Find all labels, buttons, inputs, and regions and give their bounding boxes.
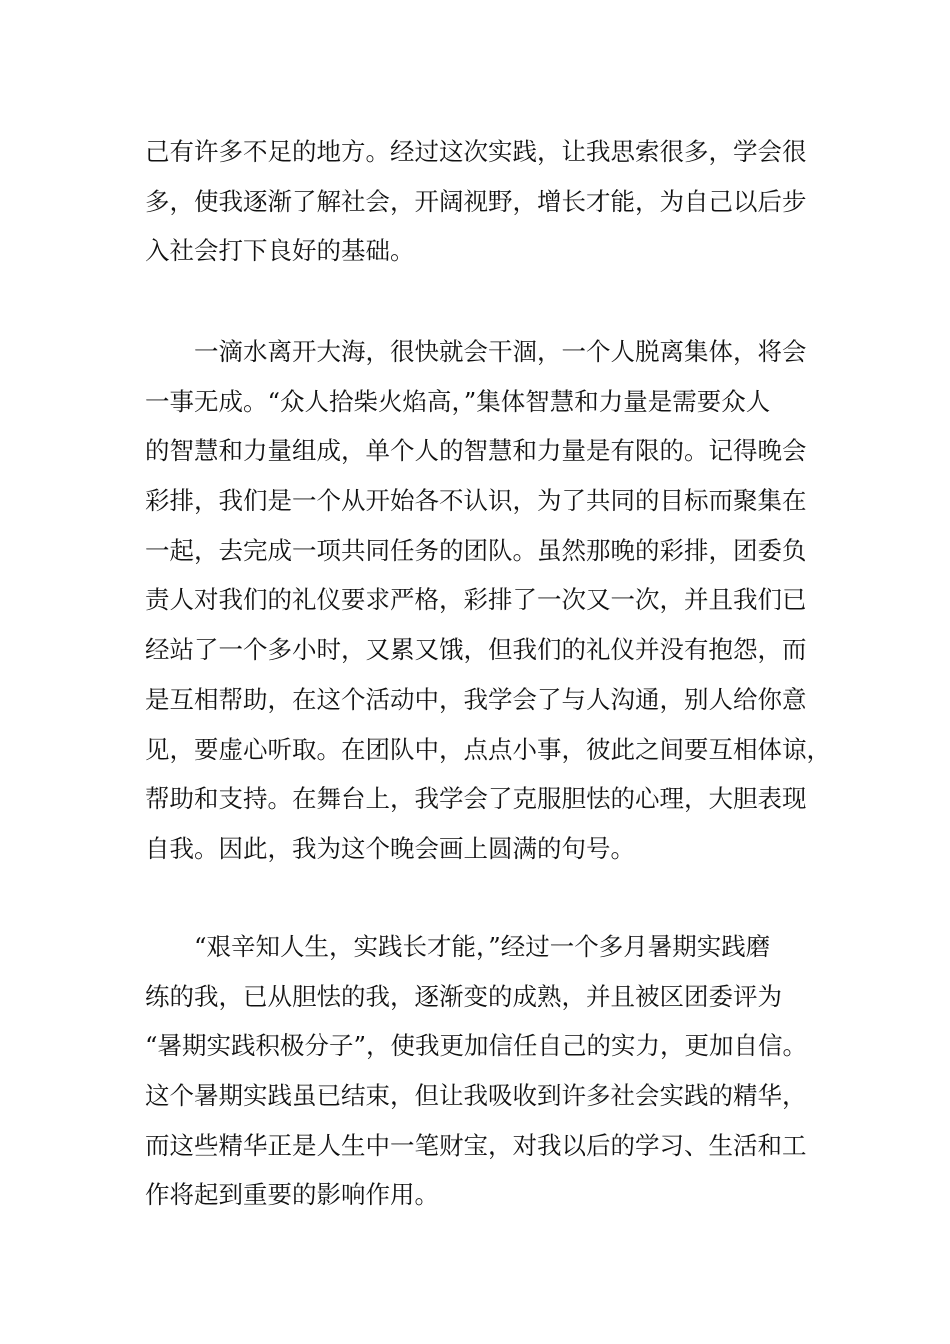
paragraph-line: 作将起到重要的影响作用。 — [145, 1180, 439, 1210]
paragraph-line: 的智慧和力量组成，单个人的智慧和力量是有限的。记得晚会 — [145, 436, 807, 466]
paragraph-line: 是互相帮助，在这个活动中，我学会了与人沟通，别人给你意 — [145, 684, 807, 714]
paragraph-line: “艰辛知人生，实践长才能，”经过一个多月暑期实践磨 — [194, 932, 771, 961]
paragraph-line: 这个暑期实践虽已结束，但让我吸收到许多社会实践的精华， — [145, 1081, 807, 1111]
paragraph-1 — [145, 127, 835, 276]
paragraph-line: 见，要虚心听取。在团队中，点点小事，彼此之间要互相体谅， — [145, 734, 831, 764]
paragraph-line: 责人对我们的礼仪要求严格，彩排了一次又一次，并且我们已 — [145, 585, 807, 615]
paragraph-line: 而这些精华正是人生中一笔财宝，对我以后的学习、生活和工 — [145, 1130, 807, 1160]
paragraph-line: 一事无成。“众人拾柴火焰高，”集体智慧和力量是需要众人 — [145, 386, 771, 416]
paragraph-line: “暑期实践积极分子”，使我更加信任自己的实力，更加自信。 — [145, 1031, 808, 1061]
paragraph-line: 一滴水离开大海，很快就会干涸，一个人脱离集体，将会 — [194, 337, 807, 366]
paragraph-line: 练的我，已从胆怯的我，逐渐变的成熟，并且被区团委评为 — [145, 981, 782, 1011]
paragraph-line: 自我。因此，我为这个晚会画上圆满的句号。 — [145, 833, 635, 863]
paragraph-line: 经站了一个多小时，又累又饿，但我们的礼仪并没有抱怨，而 — [145, 635, 807, 665]
paragraph-line: 己有许多不足的地方。经过这次实践，让我思索很多，学会很 — [145, 137, 807, 166]
paragraph-line: 多，使我逐渐了解社会，开阔视野，增长才能，为自己以后步 — [145, 186, 807, 216]
paragraph-line: 入社会打下良好的基础。 — [145, 236, 415, 266]
paragraph-line: 一起，去完成一项共同任务的团队。虽然那晚的彩排，团委负 — [145, 535, 807, 565]
paragraph-2 — [145, 327, 835, 874]
paragraph-line: 帮助和支持。在舞台上，我学会了克服胆怯的心理，大胆表现 — [145, 784, 807, 814]
paragraph-3 — [145, 922, 835, 1220]
paragraph-line: 彩排，我们是一个从开始各不认识，为了共同的目标而聚集在 — [145, 486, 807, 516]
